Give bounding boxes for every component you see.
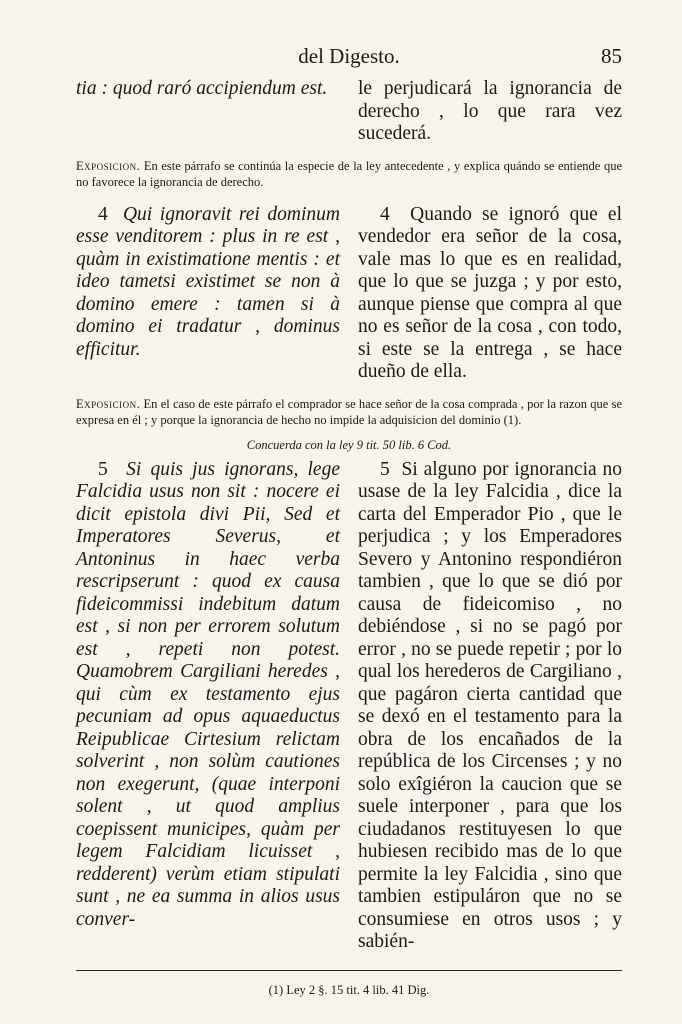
exposicion-text: En este párrafo se continúa la especie de la ley antecedente , y explica quándo se entiende que no favorece la ignorancia de derecho. [76,158,623,189]
exposicion-2 [76,396,622,428]
concordance-note: Concuerda con la ley 9 tit. 50 lib. 6 Cod. [246,437,452,452]
spanish-paragraph-5 [358,459,622,954]
latin-text: Si quis jus ignorans, lege Falcidia usus non sit : nocere ei dicit epistola divi Pii, Sed et Imperatores Severus, et Antoninus in haec verba rescripserunt : quod ex causa fideicommissi indebitum datum est , si non per errorem solutum est , repeti non potest. Quamobrem Cargiliani heredes , qui cùm ex testamento ejus pecuniam ad opus aquaeductus Reipublicae Cirtesium relictam solverint , non solùm cautiones non exegerunt, (quae interponi solent , ut quod amplius coepissent municipes, quàm per legem Falcidiam licuisset , redderent) verùm etiam stipulati sunt , ne ea summa in alios usus conver- [76,458,340,930]
footnote-rule [76,970,622,971]
paragraph-number: 5 [380,458,390,480]
latin-text: Qui ignoravit rei dominum esse venditorem : plus in re est , quàm in existimatione mentis : et ideo tametsi existimet se non à domino emere : tamen si à domino ei tradatur , dominus efficitur. [76,203,340,360]
page-header [76,38,622,78]
spanish-text: le perjudicará la ignorancia de derecho , lo que rara vez sucederá. [358,78,622,144]
exposicion-text: En el caso de este párrafo el comprador se hace señor de la cosa comprada , por la razon que se expresa en él ; y porque la ignorancia de hecho no impide la adquisicion del dominio (1). [76,396,622,427]
paragraph-number: 5 [98,458,108,480]
page [76,38,622,998]
latin-text: tia : quod raró accipiendum est. [76,78,328,99]
paragraph-number: 4 [98,203,108,225]
exposicion-label: Exposicion. [76,158,141,173]
spanish-paragraph-4 [358,204,622,384]
exposicion-label: Exposicion. [76,396,141,411]
spanish-text: Si alguno por ignorancia no usase de la ley Falcidia , dice la carta del Emperador Pio , que le perjudica ; y los Emperadores Severo y Antonino respondiéron tambien , que lo que se dió por causa de fideicomiso , no debiéndose , si no se pagó por error , no se puede repetir ; por lo qual los herederos de Cargiliano , que pagáron cierta cantidad que se dexó en el testamento para la obra de los encañados de la república de los Circenses ; y no solo exîgiéron la caucion que se suele interponer , para que los ciudadanos restituyesen lo que hubiesen recibido mas de lo que permite la ley Falcidia , sino que tambien estipuláron que no se consumiese en otros usos ; y sabién- [358,458,623,952]
page-number: 85 [601,44,622,68]
latin-paragraph-4 [76,204,340,384]
block-3 [76,459,622,954]
spanish-text: Quando se ignoró que el vendedor era señor de la cosa, vale mas lo que es en realidad, que lo que se juzga ; y por esto, aunque piense que compra al que no es señor de la cosa , con todo, si este se la entrega , se hace dueño de ella. [358,203,622,382]
latin-paragraph-5 [76,459,340,954]
block-2 [76,204,622,384]
footnote: (1) Ley 2 §. 15 tit. 4 lib. 41 Dig. [268,982,430,997]
block-1 [76,78,622,146]
exposicion-1 [76,158,622,190]
paragraph-number: 4 [380,203,390,225]
running-title: del Digesto. [298,44,400,68]
